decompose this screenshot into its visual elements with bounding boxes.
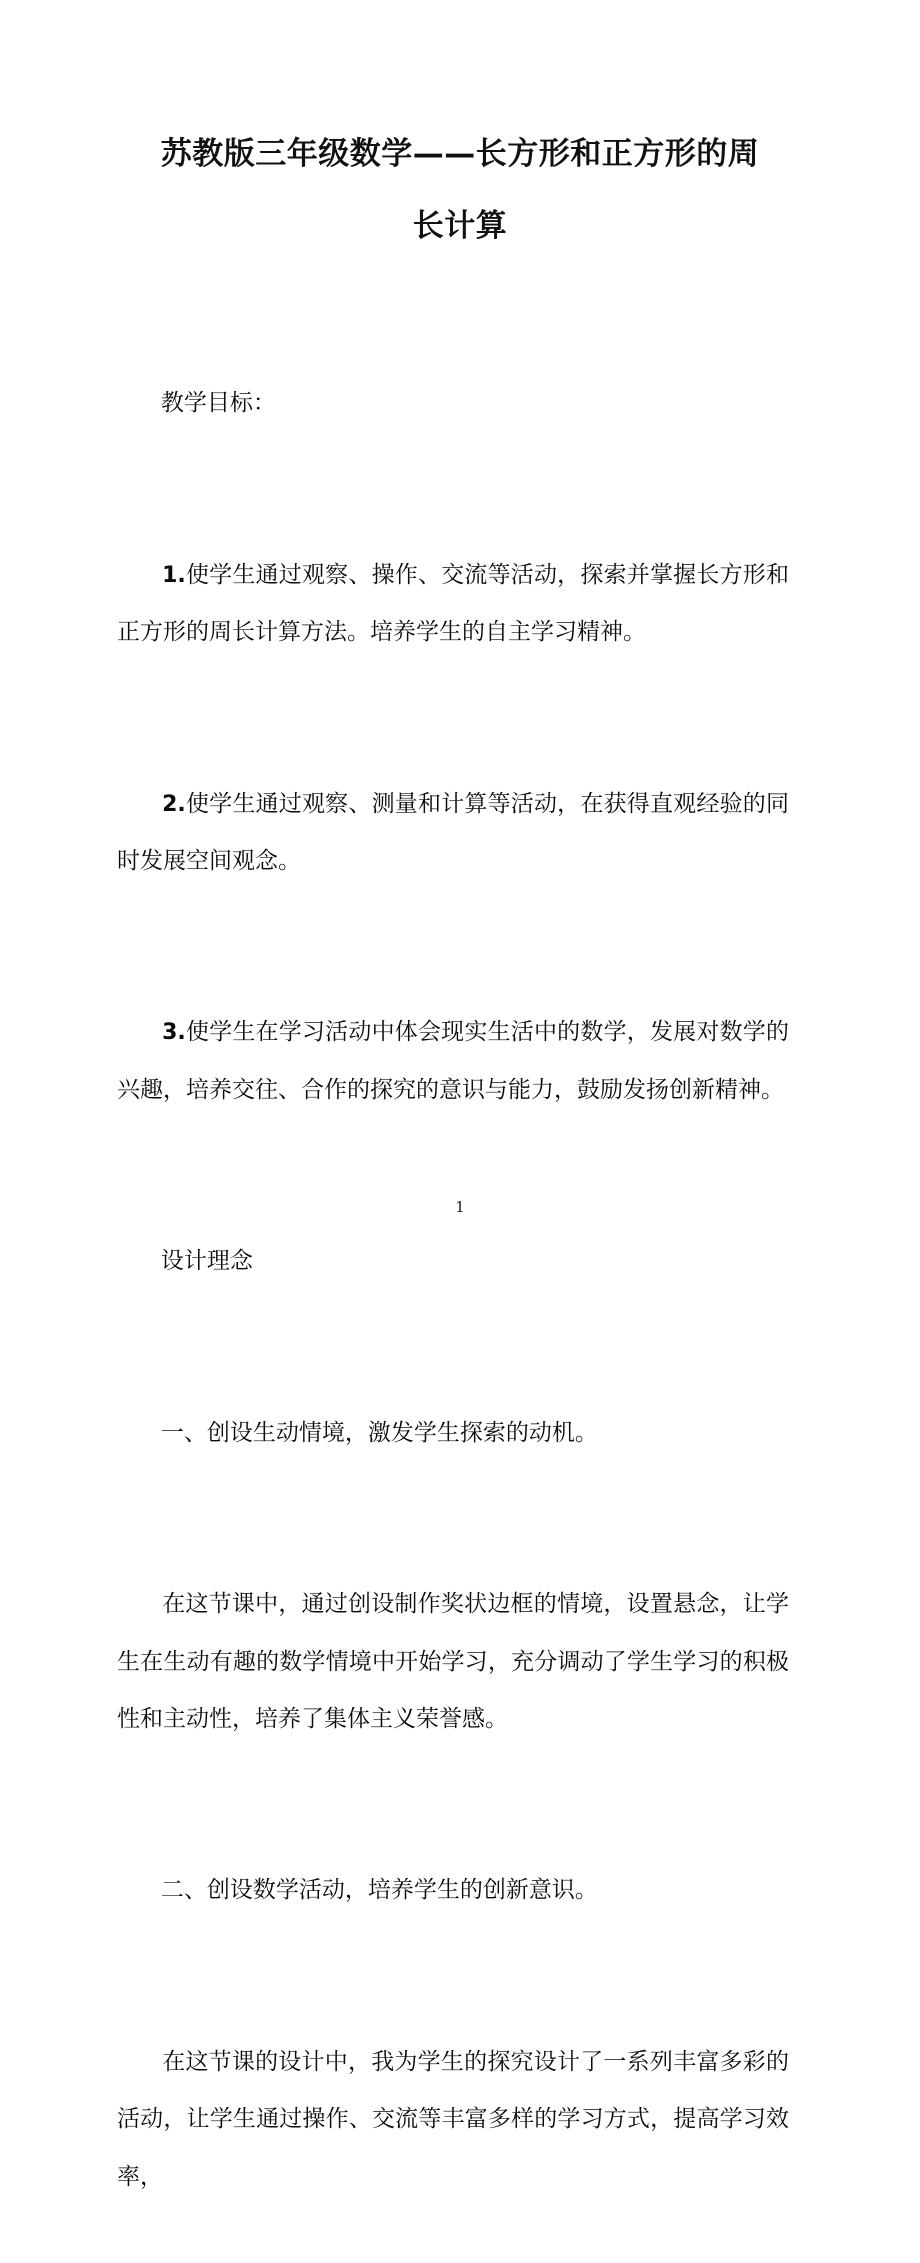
page-number: 1 xyxy=(455,1198,465,1216)
paragraph-text: 使学生通过观察、操作、交流等活动，探索并掌握长方形和正方形的周长计算方法。培养学生的自主学习精神。 xyxy=(117,561,789,646)
title-line-1: 苏教版三年级数学——长方形和正方形的周 xyxy=(160,136,760,172)
paragraph-text: 在这节课中，通过创设制作奖状边框的情境，设置悬念，让学生在生动有趣的数学情境中开始学习，充分调动了学生学习的积极性和主动性，培养了集体主义荣誉感。 xyxy=(117,1591,789,1732)
paragraph-design-point-1-body xyxy=(117,1519,789,1805)
list-number: 2. xyxy=(162,791,186,817)
paragraph-design-point-2 xyxy=(117,1805,789,1977)
paragraph-objective-1 xyxy=(117,490,789,719)
page-title xyxy=(0,118,920,262)
paragraph-text: 一、创设生动情境，激发学生探索的动机。 xyxy=(160,1419,598,1446)
paragraph-text: 设计理念 xyxy=(160,1248,253,1275)
paragraph-design-point-2-body xyxy=(117,1977,789,2263)
paragraph-design-point-1 xyxy=(117,1348,789,1520)
paragraph-objective-3 xyxy=(117,947,789,1176)
paragraph-text: 在这节课的设计中，我为学生的探究设计了一系列丰富多彩的活动，让学生通过操作、交流等丰富多样的学习方式，提高学习效率， xyxy=(117,2049,789,2190)
paragraph-objective-2 xyxy=(117,718,789,947)
title-line-2: 长计算 xyxy=(412,208,508,244)
paragraph-text: 教学目标： xyxy=(160,390,276,417)
paragraph-text: 使学生在学习活动中体会现实生活中的数学，发展对数学的兴趣，培养交往、合作的探究的意识与能力，鼓励发扬创新精神。 xyxy=(117,1019,789,1103)
paragraph-text: 二、创设数学活动，培养学生的创新意识。 xyxy=(160,1877,598,1904)
list-number: 3. xyxy=(162,1020,186,1046)
list-number: 1. xyxy=(162,562,186,588)
paragraph-text: 使学生通过观察、测量和计算等活动，在获得直观经验的同时发展空间观念。 xyxy=(117,790,789,874)
paragraph-teaching-objectives-heading xyxy=(117,318,789,490)
document-body xyxy=(117,318,789,2263)
